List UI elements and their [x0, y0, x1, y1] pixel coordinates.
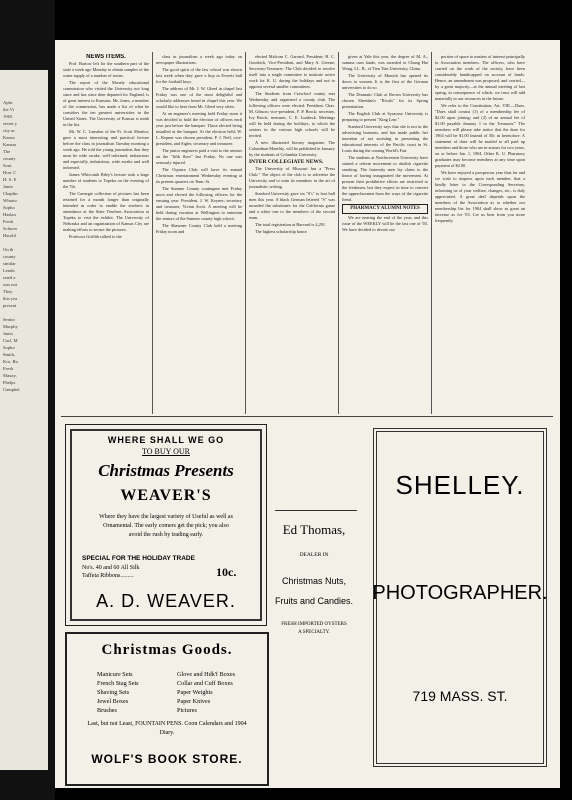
paragraph: The total registration at Harvard is 4,291. — [255, 222, 327, 227]
column-university-news — [342, 54, 428, 412]
strip-text-line: Sour — [3, 163, 12, 168]
paragraph: The students at Northwestern University have started a reform movement to abolish cigarette smoking. The fraternity men lay claim to the honor of having inaugurated the movement. At present their prohibitive efforts are restricted to the freshmen, but they expect in time to convert the upperclassmen from the ways of the cigarette fiend. — [342, 155, 428, 202]
strip-text-line: Aphr — [3, 100, 13, 105]
strip-text-line: Schoon — [3, 226, 17, 231]
paragraph: The University of Munich has opened its doors to women. It is the first of the German universities to do so. — [342, 73, 428, 90]
paragraph: Stanford University gave six "S's" to foot ball men this year. A black German lettered "S" was awarded the substitutes for the California game and a white one to the members of the second team. — [249, 191, 335, 220]
shelley-ad — [365, 420, 555, 775]
strip-text-line: Murphy — [3, 324, 18, 329]
ads-divider — [61, 416, 553, 417]
strip-text-line: Phelps — [3, 380, 16, 385]
strip-text-line: Curl, M — [3, 338, 18, 343]
paragraph: We refer to the Constitution, Art. VIII.—Dues. "Dues shall consist (1) of a membership fee of $2.00 upon joining; and (2) of an annual fee of $1.00 payable January 1 to the Treasurer." The members will please take notice that the dues for 1904 will be $1.00 instead of 50c as heretofore. A statement of dues will be mailed to all paid up members and those who are in arrears for two years, on or before Jan. 1, 1904. Other K. U. Pharmacy graduates may become members at any time upon payment of $2.00. — [435, 103, 525, 168]
strip-text-line: Kansas — [3, 142, 17, 147]
ad-list-item: Brushes — [97, 707, 117, 714]
thomas-ad-line1: Christmas Nuts, — [281, 576, 346, 586]
strip-text-line: Harold — [3, 233, 16, 238]
strip-text-line: Sopho — [3, 205, 15, 210]
wolf-ad-last: Last, but not Least, FOUNTAIN PENS. Coon Calendars and 1904 Diary. — [87, 721, 247, 736]
strip-text-line: Lenda — [3, 268, 15, 273]
thomas-ad-specialty: A SPECIALTY. — [298, 630, 330, 635]
strip-text-line: Fresh — [3, 366, 14, 371]
paragraph: At an engineer's meeting held Friday noon it was decided to hold the election of officers each year just before the banquet. Those elected being installed at the banquet. At the election held, W. L. Kepner was chosen president, P. J. Neff, vice-president, and Sigler, secretary and treasurer. — [156, 111, 242, 146]
paragraph: portion of space to matters of interest principally to Association members. The officers, who have carried on the work of the society, have been considerably handicapped on account of funds. Hence, an amendment was proposed, and carried—by a great majority—at the annual meeting of last spring, in consequence of which, we trust will add materially to our resources in the future. — [435, 54, 525, 101]
strip-text-line: Kro, Ru — [3, 359, 18, 364]
weaver-ad — [65, 424, 267, 626]
weaver-ad-store: WEAVER'S — [120, 487, 212, 504]
wolf-ad — [65, 632, 269, 786]
paragraph: The Shawnee County Club held a meeting Friday noon and — [156, 223, 242, 234]
strip-text-line: Sopho — [3, 345, 15, 350]
weaver-ad-title: Christmas Presents — [98, 461, 234, 480]
paragraph: The report of the Mosely educational commission who visited the University not long since and has since then departed for England, is of great interest to Kansans. Mr. Jones, a member of the commission, has made a list of what he considers the ten greatest universities in the United States. The University of Kansas is ninth in the list. — [63, 80, 149, 127]
strip-text-line: 1965. — [3, 114, 14, 119]
paragraph: The Sumner County contingent met Friday noon and elected the following officers for the ensuing year. President, J. W. Keyner; secretary and treasurer, Vivian Scott. A meeting will be held during vacation at Wellington to entertain the seniors of the Sumner county high school. — [156, 186, 242, 221]
col2-paragraphs — [156, 54, 242, 235]
col3-paragraphs — [249, 54, 335, 158]
strip-text-line: present — [3, 303, 17, 308]
paragraph: The highest scholarship honor — [255, 229, 307, 234]
thomas-ad-top-rule — [275, 510, 357, 511]
strip-text-line: Hon. C — [3, 170, 17, 175]
strip-text-line: Junio — [3, 184, 13, 189]
paragraph: The Dramatic Club at Brown University has chosen Sheridan's "Rivals" for its Spring presentation. — [342, 92, 428, 109]
paragraph: The junior engineers paid a visit to the seniors on the "fifth floor" last Friday. No one was seriously injured. — [156, 148, 242, 165]
strip-text-line: On th — [3, 247, 14, 252]
paragraph: given at Yale this year, the degree of M. A., summa cum laude, was awarded to Chung Hai Wong, LL. B., of Tien Tsin University, China. — [342, 54, 428, 71]
paragraph: We are nearing the end of the year, and this issue of the WEEKLY will be the last one of '03. We have decided to devote our — [342, 215, 428, 232]
column-news-items — [63, 54, 149, 412]
thomas-ad-fresh: FRESH IMPORTED OYSTERS — [281, 622, 347, 627]
intercollegiate-news-heading: INTER COLLEGIATE NEWS. — [249, 159, 324, 165]
paragraph: We have enjoyed a prosperous year thus far and we wish to impress upon each member, that a kindly letter to the Corresponding Secretary, informing us of your welfare, changes, etc., is duly appreciated. A great deal depends upon the members of the Association as to whether our membership list for 1904 shall show as great an increase as for '03. Let us hear from you more frequently. — [435, 170, 525, 223]
wolf-ad-items-left — [97, 670, 139, 715]
shelley-ad-name: SHELLEY. — [395, 470, 525, 500]
strip-text-line: the Vi — [3, 107, 14, 112]
strip-text-line: They — [3, 289, 13, 294]
thomas-ad-dealer: DEALER IN — [299, 552, 329, 558]
strip-text-line: county — [3, 156, 16, 161]
weaver-ad-special-item: No's. 40 and 60 All Silk — [82, 565, 140, 571]
strip-text-line: H. S. E — [3, 177, 17, 182]
paragraph: James Whitcomb Riley's lecture took a large number of students to Topeka on the evening of the 7th. — [63, 172, 149, 189]
thomas-ad-name: Ed Thomas, — [282, 522, 346, 537]
ad-list-item: French Stag Sets — [97, 680, 139, 687]
paragraph: The University of Missouri has a "Press Club." The object of the club is to advertise the University and to train its members in the art of journalistic writing. — [249, 166, 335, 189]
paragraph: The Carnegie collection of pictures has been retained for a month longer than originally intended in order to enable the teachers in attendance at the State Teachers Association at Topeka to visit the exhibit. The University of Nebraska and an organization of Kansas City are making efforts to secure the pictures. — [63, 191, 149, 232]
column-campus-news — [156, 54, 242, 412]
weaver-ad-special-ribbons: Taffeta Ribbons......... — [82, 573, 134, 579]
strip-text-line: was not — [3, 282, 18, 287]
weaver-ad-special-heading: SPECIAL FOR THE HOLIDAY TRADE — [82, 555, 195, 562]
strip-text-line: Mauzy, — [3, 373, 17, 378]
shelley-ad-trade: PHOTOGRAPHER. — [372, 582, 548, 604]
paragraph: elected Malcom C. Garrard, President; H. C. Goodrich, Vice-President, and Mary A. Greene, Secretary-Treasurer. The Club decided to resolve itself into a single committee to institute active work for K. U. during the holidays and not to appoint several smaller committees. — [249, 54, 335, 89]
ad-list-item: Shaving Sets — [97, 689, 130, 696]
column-rule — [152, 52, 153, 414]
strip-text-line: this yea — [3, 296, 18, 301]
strip-text-line: Smith, — [3, 352, 16, 357]
strip-text-line: Junio — [3, 331, 13, 336]
strip-text-line: Campbel — [3, 387, 20, 392]
weaver-ad-to-buy: TO BUY OUR — [141, 447, 190, 456]
weaver-ad-price: 10c. — [216, 565, 237, 579]
newspaper-page — [55, 40, 560, 788]
column-rule — [338, 52, 339, 414]
ad-list-item: Collar and Cuff Boxes — [177, 680, 233, 687]
col1-paragraphs — [63, 61, 149, 240]
paragraph: The English Club at Syracuse University is preparing to present "King Lear." — [342, 111, 428, 122]
paragraph: Mr. W. C. Lansdon of the Ft. Scott Monitor, gave a most interesting and practical lecture before the class in journalism Tuesday morning a week ago. He told the young journalists that they must be wide awake, well informed, industrious and especially, industrious, wide awake and well informed. — [63, 129, 149, 170]
thomas-ad — [269, 492, 359, 692]
strip-text-line: rated a — [3, 275, 16, 280]
weaver-ad-description: Where they have the largest variety of Useful as well as Ornamental. The early comers get the pick; you also avoid the rush by trading early. — [99, 514, 233, 538]
column-rule — [431, 52, 432, 414]
ad-list-item: Paper Weights — [177, 689, 213, 696]
col5-paragraphs — [435, 54, 525, 224]
shelley-ad-address: 719 MASS. ST. — [412, 688, 508, 704]
wolf-ad-title: Christmas Goods. — [101, 642, 233, 658]
paragraph: The good spirit of the law school was shown last week when they gave a hop in Everett hall for the football boys. — [156, 67, 242, 84]
ad-list-item: Glove and Hdk'f Boxes — [177, 671, 235, 678]
paragraph: class in journalism a week ago today on newspaper illustrations. — [156, 54, 242, 65]
paragraph: The Oquirra Club will have its annual Christmas entertainment Wednesday evening at its present quarters on Tenn. St. — [156, 167, 242, 184]
pharmacy-alumni-notes-heading: PHARMACY ALUMNI NOTES — [342, 204, 428, 214]
paragraph: The address of Mr. J. W. Gleed in chapel last Friday was one of the most delightful and scholarly addresses heard in chapel this year. We would like to hear from Mr. Gleed very often. — [156, 86, 242, 109]
news-items-heading: NEWS ITEMS. — [86, 54, 126, 60]
weaver-ad-where: WHERE SHALL WE GO — [107, 435, 225, 445]
strip-text-line: seven y — [3, 121, 17, 126]
paragraph: Prof. Bartow left for the southern part of the state a week ago Monday to obtain samples of the water supply of a number of towns. — [63, 61, 149, 78]
col4-paragraphs — [342, 54, 428, 203]
paragraph: Professor Griffith talked to the — [69, 234, 122, 239]
ad-list-item: Manicure Sets — [97, 671, 133, 678]
paragraph: The Students from Crawford county met Wednesday and organized a county club. The following officers were elected: President, Chas. M. Gibson; vice-president, F. P. Brock; secretary, Ivy Brock; treasurer, C. E. Lunbeck. Meetings will be held during the holidays, to which the seniors in the various high schools will be invited. — [249, 91, 335, 138]
thomas-ad-line2: Fruits and Candies. — [274, 596, 354, 606]
strip-text-line: Chaplin — [3, 191, 18, 196]
col4-paragraphs-2 — [342, 215, 428, 233]
ad-list-item: Jewel Boxes — [97, 698, 129, 705]
paragraph: Stanford University says that she is not in the advertising business, and has made public her intention of not assisting in presenting the educational interests of the Pacific coast in St. Louis during the coming World's Fair. — [342, 124, 428, 153]
column-clubs-intercollegiate — [249, 54, 335, 412]
strip-text-line: city ur — [3, 128, 15, 133]
adjacent-page-sheet — [0, 70, 48, 770]
strip-text-line: Senior — [3, 317, 15, 322]
ad-list-item: Pictures — [177, 707, 197, 714]
weaver-ad-name: A. D. WEAVER. — [96, 591, 236, 611]
wolf-ad-store: WOLF'S BOOK STORE. — [91, 752, 243, 766]
wolf-ad-items-right — [177, 670, 235, 715]
strip-text-line: Kansa — [3, 135, 15, 140]
strip-text-line: Fresh — [3, 219, 14, 224]
strip-text-line: Haslan — [3, 212, 16, 217]
strip-text-line: similar — [3, 261, 16, 266]
column-rule — [245, 52, 246, 414]
strip-text-line: Wharto — [3, 198, 17, 203]
adjacent-page-strip — [0, 0, 55, 800]
column-pharmacy-notes — [435, 54, 525, 412]
col3-paragraphs-2 — [249, 166, 335, 235]
ad-list-item: Paper Knives — [177, 698, 211, 705]
strip-text-line: The — [3, 149, 11, 154]
paragraph: A new illustrated literary magazine, The Columbian Monthly, will be published in January by the students of Columbia University. — [249, 140, 335, 157]
strip-text-line: county — [3, 254, 16, 259]
